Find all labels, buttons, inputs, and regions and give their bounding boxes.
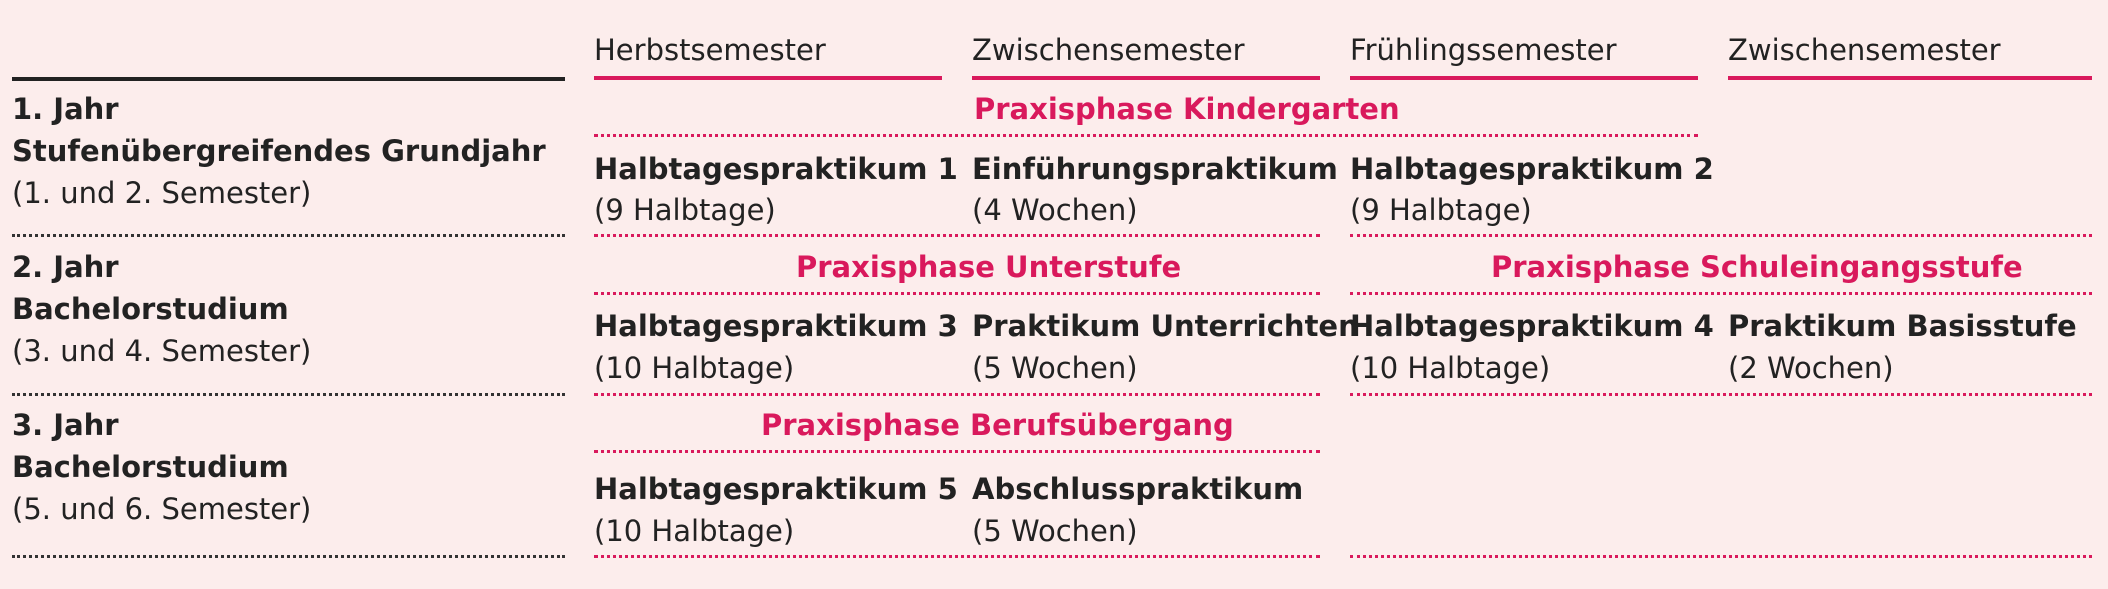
year-1-title: 1. Jahr [12,92,119,126]
internship-duration: (5 Wochen) [972,514,1138,548]
column-header-herbstsemester: Herbstsemester [594,33,826,67]
phase-rule-schuleingangsstufe [1350,292,2092,295]
row-divider [594,393,1320,396]
column-header-zwischensemester-1: Zwischensemester [972,33,1245,67]
phase-schuleingangsstufe: Praxisphase Schuleingangsstufe [1491,250,2023,284]
internship-name: Einführungspraktikum [972,152,1338,186]
internship-name: Abschlusspraktikum [972,472,1304,506]
header-rule-col1 [594,76,942,80]
internship-duration: (4 Wochen) [972,193,1138,227]
row-divider-left [12,555,565,558]
year-1-semesters: (1. und 2. Semester) [12,176,312,210]
internship-name: Praktikum Basisstufe [1728,309,2077,343]
header-rule-col4 [1728,76,2092,80]
row-divider-left [12,234,565,237]
year-3-semesters: (5. und 6. Semester) [12,492,312,526]
year-2-semesters: (3. und 4. Semester) [12,334,312,368]
internship-name: Halbtagespraktikum 1 [594,152,958,186]
internship-duration: (9 Halbtage) [594,193,776,227]
row-divider [1350,234,2092,237]
row-divider [1350,555,2092,558]
year-3-subtitle: Bachelorstudium [12,450,289,484]
phase-rule-kindergarten [594,134,1698,137]
internship-name: Halbtagespraktikum 4 [1350,309,1714,343]
header-rule-col2 [972,76,1320,80]
year-3-title: 3. Jahr [12,408,119,442]
row-divider [594,555,1320,558]
row-divider-left [12,393,565,396]
phase-rule-berufsuebergang [594,450,1320,453]
header-rule-left [12,77,565,81]
internship-duration: (10 Halbtage) [1350,351,1551,385]
internship-name: Praktikum Unterrichten [972,309,1359,343]
year-2-title: 2. Jahr [12,250,119,284]
internship-duration: (5 Wochen) [972,351,1138,385]
phase-berufsuebergang: Praxisphase Berufsübergang [761,408,1234,442]
internship-duration: (2 Wochen) [1728,351,1894,385]
internship-name: Halbtagespraktikum 2 [1350,152,1714,186]
year-2-subtitle: Bachelorstudium [12,292,289,326]
internship-duration: (10 Halbtage) [594,351,795,385]
phase-unterstufe: Praxisphase Unterstufe [796,250,1182,284]
internship-duration: (9 Halbtage) [1350,193,1532,227]
internship-name: Halbtagespraktikum 5 [594,472,958,506]
internship-duration: (10 Halbtage) [594,514,795,548]
header-rule-col3 [1350,76,1698,80]
row-divider [594,234,1320,237]
column-header-zwischensemester-2: Zwischensemester [1728,33,2001,67]
phase-rule-unterstufe [594,292,1320,295]
row-divider [1350,393,2092,396]
phase-kindergarten: Praxisphase Kindergarten [974,92,1400,126]
column-header-fruehlingssemester: Frühlingssemester [1350,33,1617,67]
internship-name: Halbtagespraktikum 3 [594,309,958,343]
year-1-subtitle: Stufenübergreifendes Grundjahr [12,134,546,168]
